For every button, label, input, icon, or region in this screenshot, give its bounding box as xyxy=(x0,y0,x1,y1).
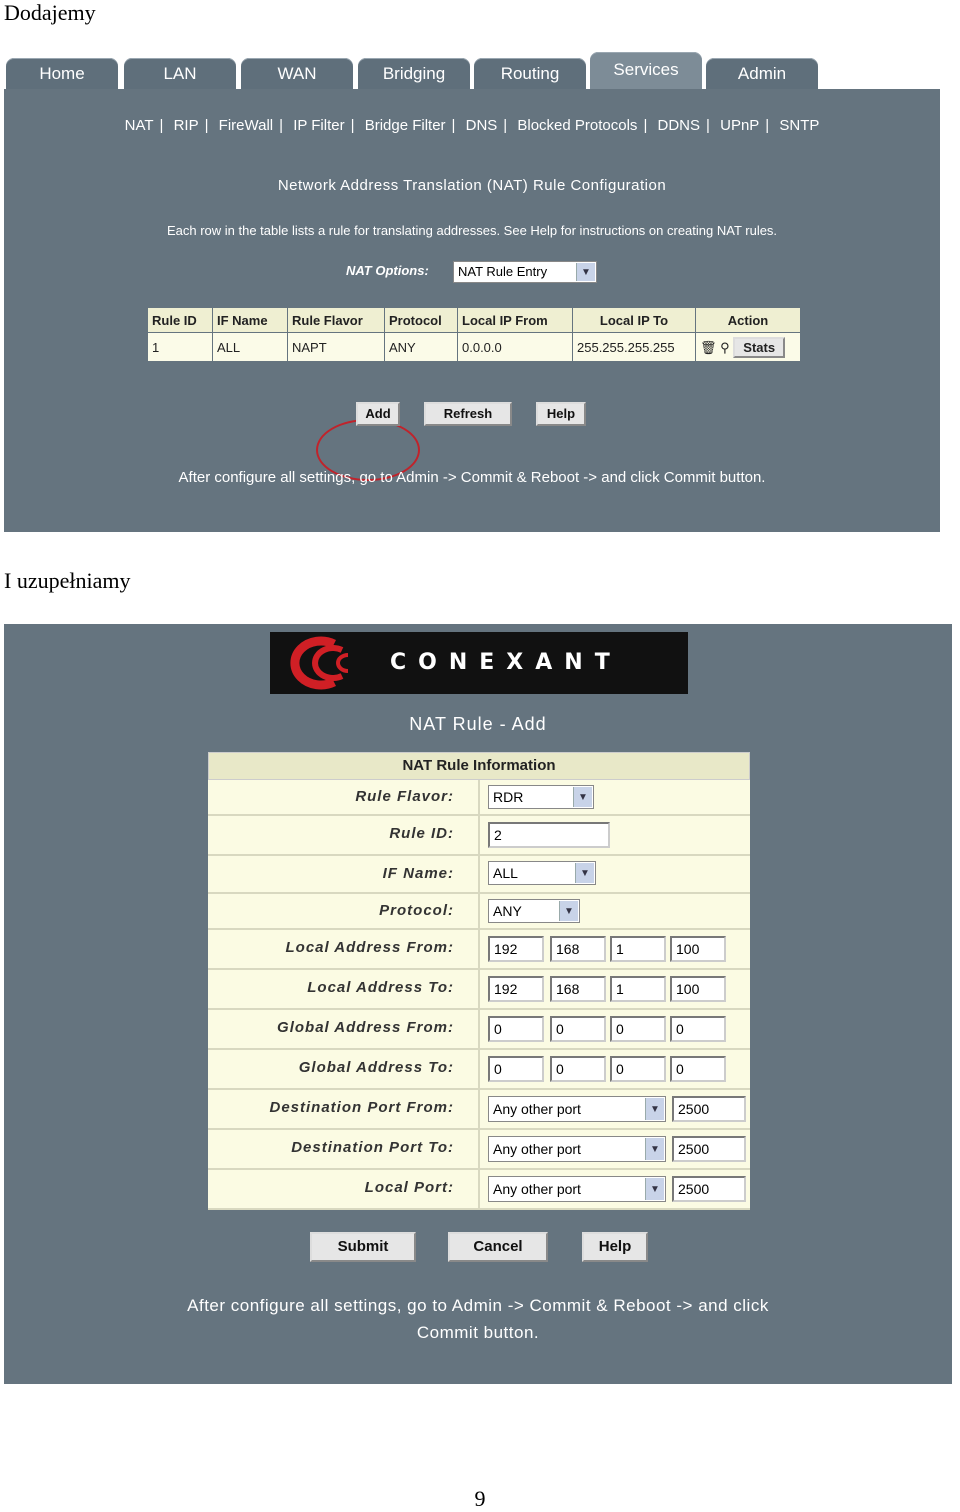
local-port-input[interactable]: 2500 xyxy=(672,1176,746,1202)
tab-services[interactable]: Services xyxy=(590,52,702,90)
global-address-to-label: Global Address To: xyxy=(298,1059,454,1076)
subnav-firewall[interactable]: FireWall xyxy=(218,117,274,134)
if-name-select[interactable] xyxy=(488,861,596,885)
nat-options-label: NAT Options: xyxy=(346,263,429,278)
destination-port-to-select[interactable] xyxy=(488,1136,666,1162)
tab-bridging[interactable]: Bridging xyxy=(358,58,470,90)
global-from-octet-2[interactable]: 0 xyxy=(550,1016,606,1042)
subnav-ddns[interactable]: DDNS xyxy=(657,117,701,134)
row-local-port xyxy=(208,1170,750,1210)
subnav-sntp[interactable]: SNTP xyxy=(779,117,820,134)
page-number: 9 xyxy=(474,1486,486,1511)
global-to-octet-1[interactable]: 0 xyxy=(488,1056,544,1082)
tab-lan[interactable]: LAN xyxy=(124,58,236,90)
page-description: Each row in the table lists a rule for translating addresses. See Help for instructions on creating NAT rules. xyxy=(166,223,778,238)
conexant-wordmark: CONEXANT xyxy=(390,650,622,675)
col-action: Action xyxy=(696,308,801,333)
chevron-down-icon: ▼ xyxy=(573,787,592,807)
cell-rule-id: 1 xyxy=(148,333,213,362)
chevron-down-icon: ▼ xyxy=(645,1178,664,1200)
chevron-down-icon: ▼ xyxy=(645,1138,664,1160)
destination-port-from-select[interactable] xyxy=(488,1096,666,1122)
row-global-address-from xyxy=(208,1010,750,1050)
cell-action xyxy=(696,333,801,362)
help-button[interactable]: Help xyxy=(536,402,586,426)
cell-protocol: ANY xyxy=(385,333,458,362)
help-button[interactable]: Help xyxy=(582,1232,648,1262)
row-destination-port-from xyxy=(208,1090,750,1130)
nat-options-value: NAT Rule Entry xyxy=(458,264,548,279)
row-rule-flavor xyxy=(208,780,750,816)
cell-local-ip-from: 0.0.0.0 xyxy=(458,333,573,362)
rule-flavor-select[interactable] xyxy=(488,785,594,809)
global-from-octet-3[interactable]: 0 xyxy=(610,1016,666,1042)
tab-routing[interactable]: Routing xyxy=(474,58,586,90)
conexant-logo xyxy=(270,632,688,694)
destination-port-from-label: Destination Port From: xyxy=(269,1099,454,1116)
row-if-name xyxy=(208,856,750,894)
submit-button[interactable]: Submit xyxy=(310,1232,416,1262)
subnav-ip-filter[interactable]: IP Filter xyxy=(293,117,345,134)
form-header: NAT Rule Information xyxy=(208,752,750,780)
local-from-octet-4[interactable]: 100 xyxy=(670,936,726,962)
col-if-name: IF Name xyxy=(213,308,288,333)
col-protocol: Protocol xyxy=(385,308,458,333)
table-row xyxy=(148,333,801,362)
nat-rule-add-screenshot xyxy=(4,624,952,1384)
subnav-upnp[interactable]: UPnP xyxy=(720,117,760,134)
tab-wan[interactable]: WAN xyxy=(241,58,353,90)
nat-options-select[interactable] xyxy=(453,261,597,283)
global-to-octet-4[interactable]: 0 xyxy=(670,1056,726,1082)
if-name-value: ALL xyxy=(493,865,518,881)
local-to-octet-2[interactable]: 168 xyxy=(550,976,606,1002)
protocol-label: Protocol: xyxy=(379,902,454,919)
col-rule-flavor: Rule Flavor xyxy=(288,308,385,333)
protocol-value: ANY xyxy=(493,903,522,919)
services-subnav: NAT | RIP | FireWall | IP Filter | Bridge Filter | DNS | Blocked Protocols | DDNS | UPnP | SNTP xyxy=(4,117,940,134)
local-to-octet-4[interactable]: 100 xyxy=(670,976,726,1002)
cell-local-ip-to: 255.255.255.255 xyxy=(573,333,696,362)
local-from-octet-3[interactable]: 1 xyxy=(610,936,666,962)
nat-rule-form xyxy=(208,752,750,1210)
nat-config-screenshot xyxy=(4,52,940,532)
local-port-select[interactable] xyxy=(488,1176,666,1202)
cell-rule-flavor: NAPT xyxy=(288,333,385,362)
commit-instructions-line-1: After configure all settings, go to Admin -> Commit & Reboot -> and click xyxy=(187,1296,769,1315)
tab-home[interactable]: Home xyxy=(6,58,118,90)
chevron-down-icon: ▼ xyxy=(645,1098,664,1120)
search-icon[interactable]: ⚲ xyxy=(720,339,730,355)
local-port-option: Any other port xyxy=(493,1181,581,1197)
row-local-address-to xyxy=(208,970,750,1010)
global-to-octet-3[interactable]: 0 xyxy=(610,1056,666,1082)
rule-flavor-label: Rule Flavor: xyxy=(355,788,454,805)
chevron-down-icon: ▼ xyxy=(575,863,594,883)
global-to-octet-2[interactable]: 0 xyxy=(550,1056,606,1082)
protocol-select[interactable] xyxy=(488,899,580,923)
row-global-address-to xyxy=(208,1050,750,1090)
row-protocol xyxy=(208,894,750,930)
rule-id-input[interactable]: 2 xyxy=(488,822,610,848)
nat-rules-table xyxy=(147,307,801,362)
local-address-from-label: Local Address From: xyxy=(285,939,454,956)
row-destination-port-to xyxy=(208,1130,750,1170)
col-local-ip-to: Local IP To xyxy=(573,308,696,333)
if-name-label: IF Name: xyxy=(382,865,454,882)
page-title: Network Address Translation (NAT) Rule Configuration xyxy=(277,177,667,194)
caption-uzupelniamy: I uzupełniamy xyxy=(4,568,131,593)
rule-id-label: Rule ID: xyxy=(389,825,454,842)
destination-port-to-option: Any other port xyxy=(493,1141,581,1157)
col-local-ip-from: Local IP From xyxy=(458,308,573,333)
subnav-dns[interactable]: DNS xyxy=(465,117,498,134)
caption-dodajemy: Dodajemy xyxy=(4,0,96,25)
subnav-nat[interactable]: NAT xyxy=(124,117,154,134)
row-rule-id xyxy=(208,816,750,856)
local-port-label: Local Port: xyxy=(364,1179,454,1196)
global-from-octet-4[interactable]: 0 xyxy=(670,1016,726,1042)
global-address-from-label: Global Address From: xyxy=(277,1019,454,1036)
conexant-logo-icon xyxy=(276,632,376,694)
trash-icon[interactable]: 🗑 xyxy=(700,339,717,355)
cancel-button[interactable]: Cancel xyxy=(448,1232,548,1262)
subnav-blocked-protocols[interactable]: Blocked Protocols xyxy=(517,117,638,134)
local-from-octet-1[interactable]: 192 xyxy=(488,936,544,962)
row-local-address-from xyxy=(208,930,750,970)
refresh-button[interactable]: Refresh xyxy=(424,402,512,426)
subnav-bridge-filter[interactable]: Bridge Filter xyxy=(364,117,446,134)
commit-instructions xyxy=(4,1292,952,1346)
global-from-octet-1[interactable]: 0 xyxy=(488,1016,544,1042)
services-panel xyxy=(4,89,940,532)
col-rule-id: Rule ID xyxy=(148,308,213,333)
cell-if-name: ALL xyxy=(213,333,288,362)
destination-port-from-option: Any other port xyxy=(493,1101,581,1117)
main-tabs xyxy=(4,52,940,90)
stats-button[interactable]: Stats xyxy=(733,337,785,358)
page-title: NAT Rule - Add xyxy=(409,714,547,734)
destination-port-from-input[interactable]: 2500 xyxy=(672,1096,746,1122)
add-button[interactable]: Add xyxy=(356,402,400,426)
local-address-to-label: Local Address To: xyxy=(307,979,454,996)
local-from-octet-2[interactable]: 168 xyxy=(550,936,606,962)
subnav-rip[interactable]: RIP xyxy=(173,117,199,134)
commit-instructions-line-2: Commit button. xyxy=(416,1323,540,1342)
destination-port-to-label: Destination Port To: xyxy=(291,1139,454,1156)
chevron-down-icon: ▼ xyxy=(576,263,595,281)
local-to-octet-3[interactable]: 1 xyxy=(610,976,666,1002)
commit-instructions: After configure all settings, go to Admin -> Commit & Reboot -> and click Commit button. xyxy=(178,469,766,486)
chevron-down-icon: ▼ xyxy=(559,901,578,921)
rule-flavor-value: RDR xyxy=(493,789,524,805)
local-to-octet-1[interactable]: 192 xyxy=(488,976,544,1002)
destination-port-to-input[interactable]: 2500 xyxy=(672,1136,746,1162)
tab-admin[interactable]: Admin xyxy=(706,58,818,90)
